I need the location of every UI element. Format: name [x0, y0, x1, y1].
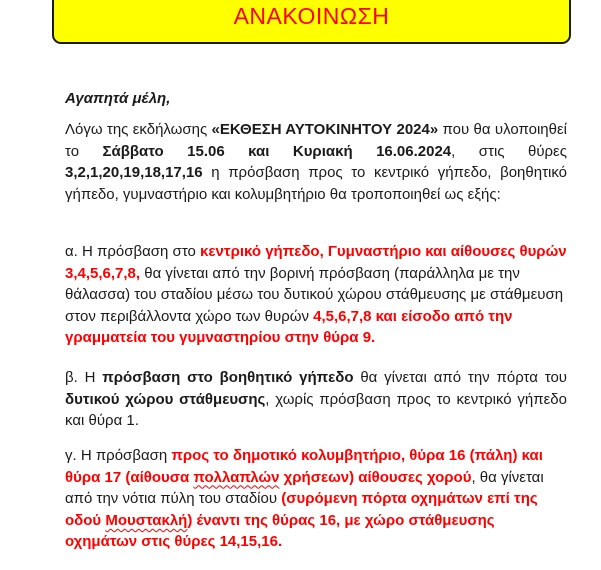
item-c-red-text: προς το δημοτικό κολυμβητήριο, θύρα 16 (πάλη) και θύρα 17 (αίθουσα — [65, 447, 543, 486]
intro-paragraph — [65, 119, 567, 205]
event-dates: Σάββατο 15.06 και Κυριακή 16.06.2024 — [102, 142, 452, 160]
item-b-bold-parking: δυτικού χώρου στάθμευσης — [65, 390, 266, 408]
item-c-text: , θα γίνεται από την νότια πύλη του σταδίου — [65, 468, 544, 508]
item-b-text: θα γίνεται από την πόρτα του — [353, 369, 567, 386]
event-name: «ΕΚΘΕΣΗ ΑΥΤΟΚΙΝΗΤΟΥ 2024» — [211, 121, 439, 138]
item-c-red-text: χρήσεων) αίθουσες χορού — [279, 468, 472, 486]
item-c-paragraph — [65, 445, 567, 553]
item-b-prefix: β. Η — [65, 369, 103, 386]
item-a-text: θα γίνεται από την βορινή πρόσβαση (παράλληλα με την θάλασσα) του σταδίου μέσω του δυτικού χώρου στάθμευσης με στάθμευση στον περιβάλλοντα χώρο των θυρών — [65, 264, 564, 325]
item-c-prefix: γ. Η πρόσβαση — [65, 447, 172, 464]
spellcheck-word: Μουστακλή — [105, 511, 188, 529]
intro-text: που θα υλοποιηθεί το — [65, 121, 567, 160]
item-a-highlight-venues: κεντρικό γήπεδο, Γυμναστήριο και αίθουσες θυρών 3,4,5,6,7,8, — [65, 243, 567, 282]
item-a-highlight-entrance: 4,5,6,7,8 και είσοδο από την γραμματεία του γυμναστηρίου στην θύρα 9. — [65, 307, 513, 347]
item-c-red-text: ) έναντι της θύρας 16, με χώρο στάθμευσης οχημάτων στις θύρες 14,15,16. — [65, 511, 495, 551]
intro-text: , στις θύρες — [451, 142, 567, 160]
greeting: Αγαπητά μέλη, — [65, 90, 171, 107]
item-c-red-text: (συρόμενη πόρτα οχημάτων επί της οδού — [65, 490, 538, 529]
spellcheck-word: πολλαπλών — [193, 468, 280, 486]
announcement-title: ΑΝΑΚΟΙΝΩΣΗ — [233, 3, 390, 29]
item-b-text: , χωρίς πρόσβαση προς το κεντρικό γήπεδο και θύρα 1. — [65, 390, 567, 430]
intro-text: η πρόσβαση προς το κεντρικό γήπεδο, βοηθητικό γήπεδο, γυμναστήριο και κολυμβητήριο θα τροποποιηθεί ως εξής: — [65, 164, 567, 203]
item-b-paragraph — [65, 367, 567, 432]
item-a-prefix: α. Η πρόσβαση στο — [65, 243, 201, 260]
announcement-banner — [52, 0, 571, 44]
affected-gates: 3,2,1,20,19,18,17,16 — [65, 164, 203, 182]
item-b-bold-access: πρόσβαση στο βοηθητικό γήπεδο — [102, 369, 354, 386]
item-a-paragraph — [65, 241, 567, 349]
intro-text: Λόγω της εκδήλωσης — [65, 121, 212, 138]
